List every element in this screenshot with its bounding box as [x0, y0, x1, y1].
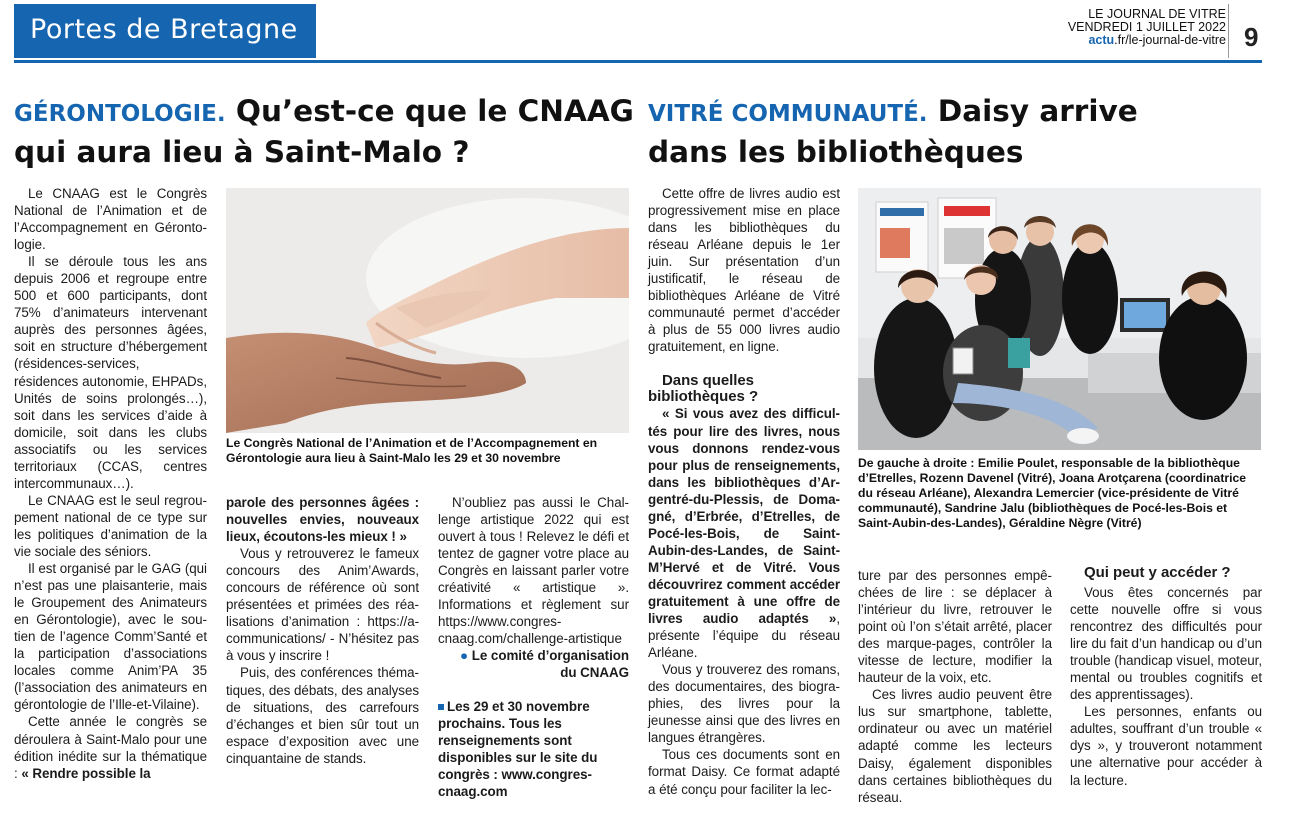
article1-title-line2: qui aura lieu à Saint-Malo ? — [14, 135, 470, 169]
paragraph: Il est organisé par le GAG (qui n’est pas une plaisanterie, mais le Groupement des Animateurs en Gérontologie), avec le soutien de l’agence Comm’Santé et la participation d’associations locales comme Anim’PA 35 (l’association des animateurs en gérontologie de l’Ille-et-Vilaine). — [14, 561, 207, 713]
paragraph: Le CNAAG est le Congrès National de l’Animation et de l’Accompagnement en Gérontologie. — [14, 186, 207, 253]
signature-line2: du CNAAG — [560, 665, 629, 681]
quote-attribution: , présente l’équipe du réseau Arléane. — [648, 611, 840, 661]
site-path: .fr/le-journal-de-vitre — [1114, 33, 1226, 47]
article1-title-line1: Qu’est-ce que le CNAAG — [225, 94, 634, 128]
article2-photo-caption: De gauche à droite : Emilie Poulet, responsable de la bibliothèque d’Etrelles, Rozenn Davenel (Vitré), Joana Arotçarena (coordinatrice du réseau Arléane), Alexandra Lemercier (vice-présidente de Vitré communauté), Sandrine Jalu (bibliothèques de Pocé-les-Bois et Saint-Aubin-des-Landes), Géraldine Nègre (Vitré) — [858, 456, 1247, 530]
paragraph — [648, 405, 840, 661]
paragraph: Vous êtes concernés par cette nouvelle offre si vous rencontrez des difficultés pour lire du fait d’un handicap ou d’un trouble (handicap visuel, moteur, mental ou troubles cognitifs et des apprentissages). — [1070, 585, 1262, 703]
quote-end: parole des personnes âgées : nouvelles envies, nouveaux lieux, écoutons-les mieux ! » — [226, 495, 419, 545]
paragraph — [14, 713, 207, 781]
signature-text: Le comité d’organisation — [471, 648, 629, 664]
article1-kicker: GÉRONTOLOGIE. — [14, 101, 226, 127]
quote-bold: « Si vous avez des difficultés pour lire des livres, nous vous donnons rendez-vous pour plus de renseignements, dans les bibliothèques d’Argentré-du-Plessis, de Domagné, d’Erbrée, d’Etrelles, de Pocé-les-Bois, de Saint-Aubin-des-Landes, de Saint-M’Hervé et de Vitré. Vous découvrirez comment accéder gratuitement à une offre de livres audio adaptés » — [648, 406, 840, 627]
square-bullet-icon — [438, 704, 444, 710]
article2-title-line2: dans les bibliothèques — [648, 135, 1024, 169]
article1-photo-caption: Le Congrès National de l’Animation et de l’Accompagnement en Gérontologie aura lieu à Saint-Malo les 29 et 30 novembre — [226, 436, 598, 465]
article1-headline — [14, 92, 634, 171]
signature-line1 — [438, 647, 629, 664]
article2-headline — [648, 92, 1268, 171]
paragraph: Tous ces documents sont en format Daisy. Ce format adapté a été conçu pour faciliter la lec- — [648, 747, 840, 797]
paragraph: N’oubliez pas aussi le Challenge artistique 2022 qui est ouvert à tous ! Relevez le défi et tentez de gagner votre place au Congrès en laissant parler votre créativité « artistique ». Informations et règlement sur https://www.congres-cnaag.com/challenge-artistique — [438, 495, 629, 647]
header-rule — [14, 60, 1262, 63]
publication-site — [1088, 34, 1226, 47]
bullet-icon: ● — [460, 648, 472, 664]
paragraph: Vous y trouverez des romans, des documentaires, des biographies, des livres pour la jeunesse ainsi que des livres en langues étrangères. — [648, 662, 840, 746]
librarians-group-photo — [858, 188, 1261, 450]
article2-column2 — [858, 567, 1052, 806]
paragraph: Les personnes, enfants ou adultes, souffrant d’un trouble « dys », y trouveront notamment une alternative pour accéder à la lecture. — [1070, 704, 1262, 788]
quote-start: « Rendre possible la — [21, 765, 151, 781]
paragraph: Il se déroule tous les ans depuis 2006 et regroupe entre 500 et 600 participants, dont 75% d’animateurs intervenant auprès des personnes âgées, soit en structure d’hébergement (résidences-services, résidences autonomie, EHPADs, Unités de soins prolongés…), soit dans les services d’aide à domicile, soit dans les clubs associatifs ou les services territoriaux (CCAS, centres intercommunaux…). — [14, 254, 207, 491]
publication-date: VENDREDI 1 JUILLET 2022 — [1067, 20, 1226, 34]
article2-title-line1: Daisy arrive — [927, 94, 1138, 128]
subhead-line2: bibliothèques ? — [648, 388, 759, 406]
article2-column1 — [648, 185, 840, 798]
paragraph: Ces livres audio peuvent être lus sur smartphone, tablette, ordinateur ou avec un matériel adapté comme les lecteurs Daisy, également disponibles dans certaines bibliothèques du réseau. — [858, 687, 1052, 805]
site-brand: actu — [1088, 33, 1115, 47]
paragraph: Puis, des conférences thématiques, des débats, des analyses de situations, des carrefours d’échanges et bien sûr tout un espace d’exposition avec une cinquantaine de stands. — [226, 665, 419, 766]
article1-column3 — [438, 494, 629, 800]
paragraph: ture par des personnes empêchées de lire : se déplacer à l’intérieur du livre, retrouver le point où l’on s’était arrêté, placer des marque-pages, contrôler la vitesse de lecture, modifier la hauteur de la voix, etc. — [858, 568, 1052, 686]
article2-kicker: VITRÉ COMMUNAUTÉ. — [648, 101, 928, 127]
subhead-who: Qui peut y accéder ? — [1084, 564, 1231, 581]
holding-hands-photo — [226, 188, 629, 433]
info-box — [438, 698, 629, 800]
subhead-line1: Dans quelles — [662, 372, 754, 390]
article1-column2 — [226, 494, 419, 767]
paragraph: Le CNAAG est le seul regroupement national de ce type sur les politiques d’animation de la vie sociale des séniors. — [14, 492, 207, 559]
paragraph-text: Cette année le congrès se déroulera à Saint-Malo pour une édition inédite sur la thématique : — [14, 714, 207, 781]
subhead-where — [648, 373, 840, 405]
publication-name: LE JOURNAL DE VITRE — [1088, 7, 1226, 21]
paragraph: Cette offre de livres audio est progressivement mise en place dans les bibliothèques du réseau Arléane depuis le 1er juin. Sur présentation d’un justificatif, le réseau de bibliothèques Arléane de Vitré communauté permet d’accéder à plus de 55 000 livres audio gratuitement, en ligne. — [648, 186, 840, 355]
section-title: Portes de Bretagne — [30, 14, 298, 45]
header-separator — [1228, 4, 1229, 58]
info-box-text: Les 29 et 30 novembre prochains. Tous les renseignements sont disponibles sur le site du congrès : www.congres-cnaag.com — [438, 698, 598, 799]
page-number: 9 — [1244, 22, 1259, 52]
article2-column3 — [1070, 565, 1262, 789]
article1-column1 — [14, 185, 207, 782]
paragraph: Vous y retrouverez le fameux concours des Anim’Awards, concours de référence où sont présentées et primées des réalisations d’animation : https://a-communications/ - N’hésitez pas à vous y inscrire ! — [226, 546, 419, 664]
